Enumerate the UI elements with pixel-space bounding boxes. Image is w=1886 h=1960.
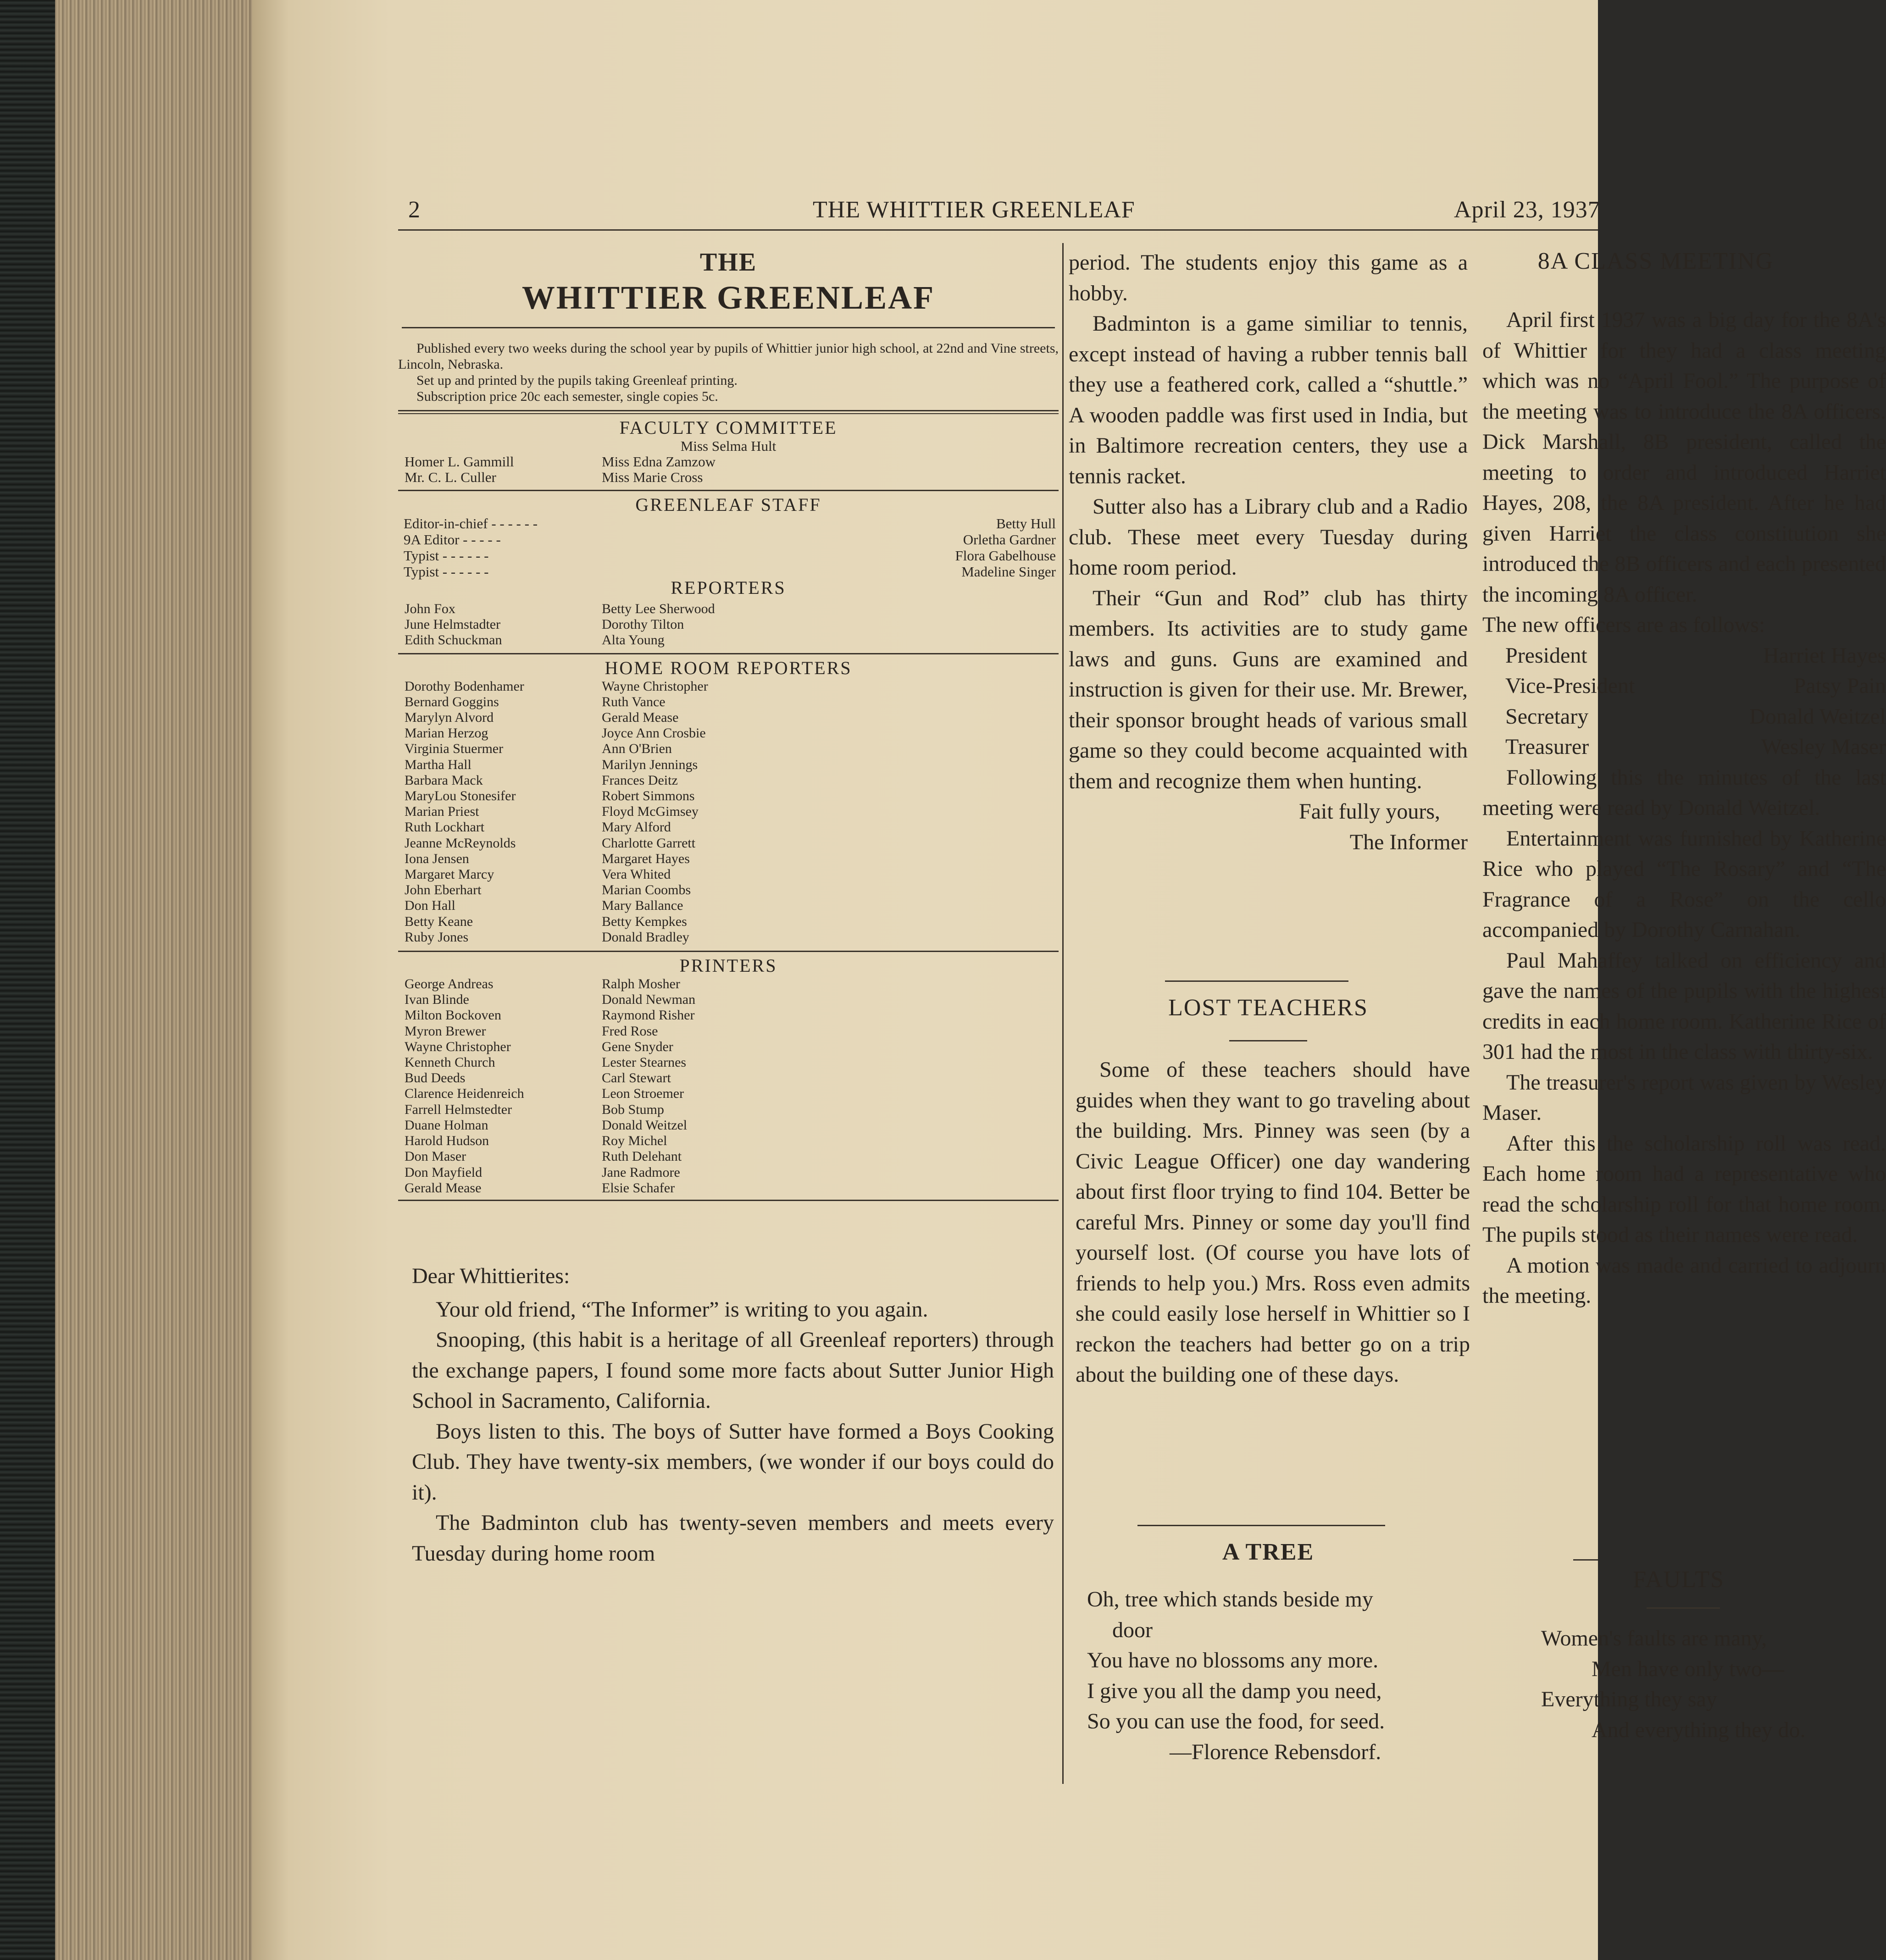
- column-rule-1: [1062, 243, 1064, 1784]
- name-entry: Bernard Goggins: [405, 694, 499, 709]
- name-entry: Fred Rose: [602, 1023, 658, 1039]
- header-rule: [398, 229, 1598, 231]
- name-entry: Wayne Christopher: [602, 678, 708, 694]
- name-entry: Donald Newman: [602, 992, 696, 1008]
- faults-title: FAULTS: [1633, 1567, 1725, 1593]
- name-entry: Floyd McGimsey: [602, 804, 699, 819]
- printers-title: PRINTERS: [679, 955, 777, 976]
- home-room-list: [398, 679, 1059, 945]
- faults-poem: Women's faults are many, Men have only two— Everything they say And everything they do.: [1541, 1626, 1806, 1742]
- divider: [1165, 980, 1348, 982]
- name-entry: Marilyn Jennings: [602, 757, 698, 772]
- name-entry: Ivan Blinde: [405, 992, 469, 1008]
- page-number: 2: [408, 197, 421, 223]
- staff-title: GREENLEAF STAFF: [635, 494, 821, 515]
- name-entry: Gerald Mease: [405, 1180, 482, 1196]
- name-entry: Margaret Marcy: [405, 867, 494, 882]
- name-entry: Bob Stump: [602, 1102, 664, 1117]
- name-entry: Marian Herzog: [405, 725, 488, 741]
- book-binding: [0, 0, 55, 1960]
- name-entry: Raymond Risher: [602, 1008, 695, 1023]
- issue-date: April 23, 1937: [1454, 197, 1600, 223]
- name-entry: Clarence Heidenreich: [405, 1086, 524, 1102]
- name-entry: Roy Michel: [602, 1133, 667, 1149]
- name-entry: Duane Holman: [405, 1117, 488, 1133]
- lost-teachers-text: Some of these teachers should have guides when they want to go traveling about the building. Mrs. Pinney was seen (by a Civic League Officer) one day wandering about first floor trying to find 104. Better be careful Mrs. Pinney or some day you'll find yourself lost. (Of course you have lots of friends to help you.) Mrs. Ross even admits she could easily lose herself in Whittier so I reckon the teachers had better go on a trip about the building one of these days.: [1076, 1058, 1470, 1387]
- informer-letter: Dear Whittierites: Your old friend, “The Informer” is writing to you again. Snooping, (this habit is a heritage of all Greenleaf reporters) through the exchange papers, I found some more facts about Sutter Junior High School in Sacramento, California. Boys listen to this. The boys of Sutter have formed a Boys Cooking Club. They have twenty-six members, (we wonder if our boys could do it). The Badminton club has twenty-seven members and meets every Tuesday during home room: [412, 1261, 1054, 1569]
- name-entry: Jeanne McReynolds: [405, 835, 516, 851]
- name-entry: Don Mayfield: [405, 1164, 483, 1180]
- name-entry: Ann O'Brien: [602, 741, 672, 757]
- name-entry: Ruth Delehant: [602, 1149, 682, 1164]
- name-entry: Myron Brewer: [405, 1023, 486, 1039]
- publication-info: Published every two weeks during the school year by pupils of Whittier junior high school, at 22nd and Vine streets, Lincoln, Nebraska. Set up and printed by the pupils taking Greenleaf printing. Subscription price 20c each semester, single copies 5c.: [398, 341, 1059, 404]
- letter-continued: period. The students enjoy this game as a hobby. Badminton is a game similiar to tennis, except instead of having a rubber tennis ball they use a feathered cork, called a “shuttle.” A wooden paddle was first used in India, but in Baltimore recreation centers, they use a tennis racket. Sutter also has a Library club and a Radio club. These meet every Tuesday during home room period. Their “Gun and Rod” club has thirty members. Its activities are to study game laws and guns. Guns are examined and instruction is given for their use. Mr. Brewer, their sponsor brought heads of various small game so they could become acquainted with them and recognize them when hunting. Fait fully yours, The Informer: [1069, 248, 1468, 858]
- name-entry: Betty Keane: [405, 914, 473, 929]
- name-entry: Gerald Mease: [602, 710, 679, 725]
- name-entry: Ruth Lockhart: [405, 819, 485, 835]
- tree-title: A TREE: [1222, 1539, 1315, 1565]
- masthead-the: THE: [699, 248, 757, 277]
- name-entry: Barbara Mack: [405, 772, 483, 788]
- page-edges: [55, 0, 252, 1960]
- letter-signature: The Informer: [1349, 830, 1468, 854]
- class-meeting-title: 8A CLASS MEETING: [1537, 248, 1774, 274]
- masthead-box: [398, 248, 1059, 1201]
- masthead-title: WHITTIER GREENLEAF: [521, 279, 935, 316]
- name-entry: Frances Deitz: [602, 772, 678, 788]
- faculty-title: FACULTY COMMITTEE: [619, 417, 838, 438]
- name-entry: Harold Hudson: [405, 1133, 489, 1149]
- newspaper-page: [252, 0, 1886, 1960]
- name-entry: Vera Whited: [602, 867, 671, 882]
- name-entry: Leon Stroemer: [602, 1086, 684, 1102]
- name-entry: Margaret Hayes: [602, 851, 690, 866]
- name-entry: Gene Snyder: [602, 1039, 673, 1054]
- name-entry: Bud Deeds: [405, 1070, 466, 1086]
- name-entry: Donald Weitzel: [602, 1117, 688, 1133]
- name-entry: Dorothy Bodenhamer: [405, 678, 524, 694]
- name-entry: Marian Priest: [405, 804, 479, 819]
- paper-name: THE WHITTIER GREENLEAF: [813, 197, 1135, 223]
- name-entry: Martha Hall: [405, 757, 472, 772]
- name-entry: Ruth Vance: [602, 694, 666, 709]
- faculty-list: Homer L. Gammill Mr. C. L. Culler Miss Edna Zamzow Miss Marie Cross: [405, 454, 716, 485]
- home-room-title: HOME ROOM REPORTERS: [605, 657, 852, 678]
- officers-list: President Harriet Hayes Vice-President Patsy Pain Secretary Donald Weitzel Treasurer Wesley Maser: [1505, 643, 1886, 759]
- name-entry: Joyce Ann Crosbie: [602, 725, 706, 741]
- name-entry: Mary Ballance: [602, 898, 683, 914]
- lost-teachers-title: LOST TEACHERS: [1168, 995, 1368, 1021]
- faculty-center: Miss Selma Hult: [680, 438, 777, 454]
- name-entry: Milton Bockoven: [405, 1008, 501, 1023]
- name-entry: Virginia Stuermer: [405, 741, 504, 757]
- reporters-list: John Fox June Helmstadter Edith Schuckman Betty Lee Sherwood Dorothy Tilton Alta Young: [405, 601, 715, 648]
- name-entry: MaryLou Stonesifer: [405, 788, 516, 804]
- name-entry: John Eberhart: [405, 882, 482, 898]
- name-entry: Elsie Schafer: [602, 1180, 675, 1196]
- name-entry: Donald Bradley: [602, 929, 689, 945]
- name-entry: George Andreas: [405, 976, 494, 992]
- name-entry: Don Hall: [405, 898, 455, 914]
- name-entry: Robert Simmons: [602, 788, 695, 804]
- name-entry: Iona Jensen: [405, 851, 469, 866]
- name-entry: Wayne Christopher: [405, 1039, 511, 1054]
- name-entry: Ruby Jones: [405, 929, 469, 945]
- letter-closing: Fait fully yours,: [1299, 799, 1440, 824]
- name-entry: Ralph Mosher: [602, 976, 680, 992]
- tree-poem: Oh, tree which stands beside my door You have no blossoms any more. I give you all the damp you need, So you can use the food, for seed. —Florence Rebensdorf.: [1087, 1584, 1472, 1767]
- name-entry: Kenneth Church: [405, 1055, 495, 1070]
- printers-list: [398, 976, 1059, 1196]
- staff-list: Editor-in-chief - - - - - - Betty Hull 9A Editor - - - - - Orletha Gardner Typist - - - - - - Flora Gabelhouse Typist - - - - - - Madeline Singer: [404, 515, 1056, 580]
- name-entry: Mary Alford: [602, 819, 671, 835]
- tree-author: —Florence Rebensdorf.: [1170, 1739, 1381, 1764]
- reporters-title: REPORTERS: [671, 577, 786, 598]
- name-entry: Jane Radmore: [602, 1164, 680, 1180]
- name-entry: Carl Stewart: [602, 1070, 671, 1086]
- name-entry: Charlotte Garrett: [602, 835, 696, 851]
- name-entry: Don Maser: [405, 1149, 466, 1164]
- class-meeting-text: April first 1937 was a big day for the 8A's of Whittier for they had a class meeting which was no “April Fool.” The purpose of the meeting was to introduce the 8A officers. Dick Marshall, 8B president, called the meeting to order and introduced Harriet Hayes, 208, the 8A president. After he had given Harriet the class constitution she introduced the 8B officers and each presented the incoming 8A officer. The new officers are as follows: President Harriet Hayes Vice-President Patsy Pain Secretary Donald Weitzel Treasurer Wesley Maser Following this the minutes of the last meeting were read by Donald Weitzel. Entertainment was furnished by Katherine Rice who played “The Rosary” and “The Fragrance of a Rose” on the cello accompanied by Dorothy Carnahan. Paul Mahaffey talked on efficiency and gave the names of the pupils with the highest credits in each home room. Katherine Rice of 301 had the most in the class with thirty-six. The treasurer's report was given by Wesley Maser. After this the scholarship roll was read. Each home room had a representative who read the scholarship roll for that home room. The pupils stood as their names were read. A motion was made and carried to adjourn the meeting.: [1482, 308, 1886, 1308]
- name-entry: Betty Kempkes: [602, 914, 687, 929]
- name-entry: Marian Coombs: [602, 882, 691, 898]
- name-entry: Farrell Helmstedter: [405, 1102, 512, 1117]
- name-entry: Lester Stearnes: [602, 1055, 687, 1070]
- letter-salutation: Dear Whittierites:: [412, 1264, 570, 1288]
- name-entry: Marylyn Alvord: [405, 710, 494, 725]
